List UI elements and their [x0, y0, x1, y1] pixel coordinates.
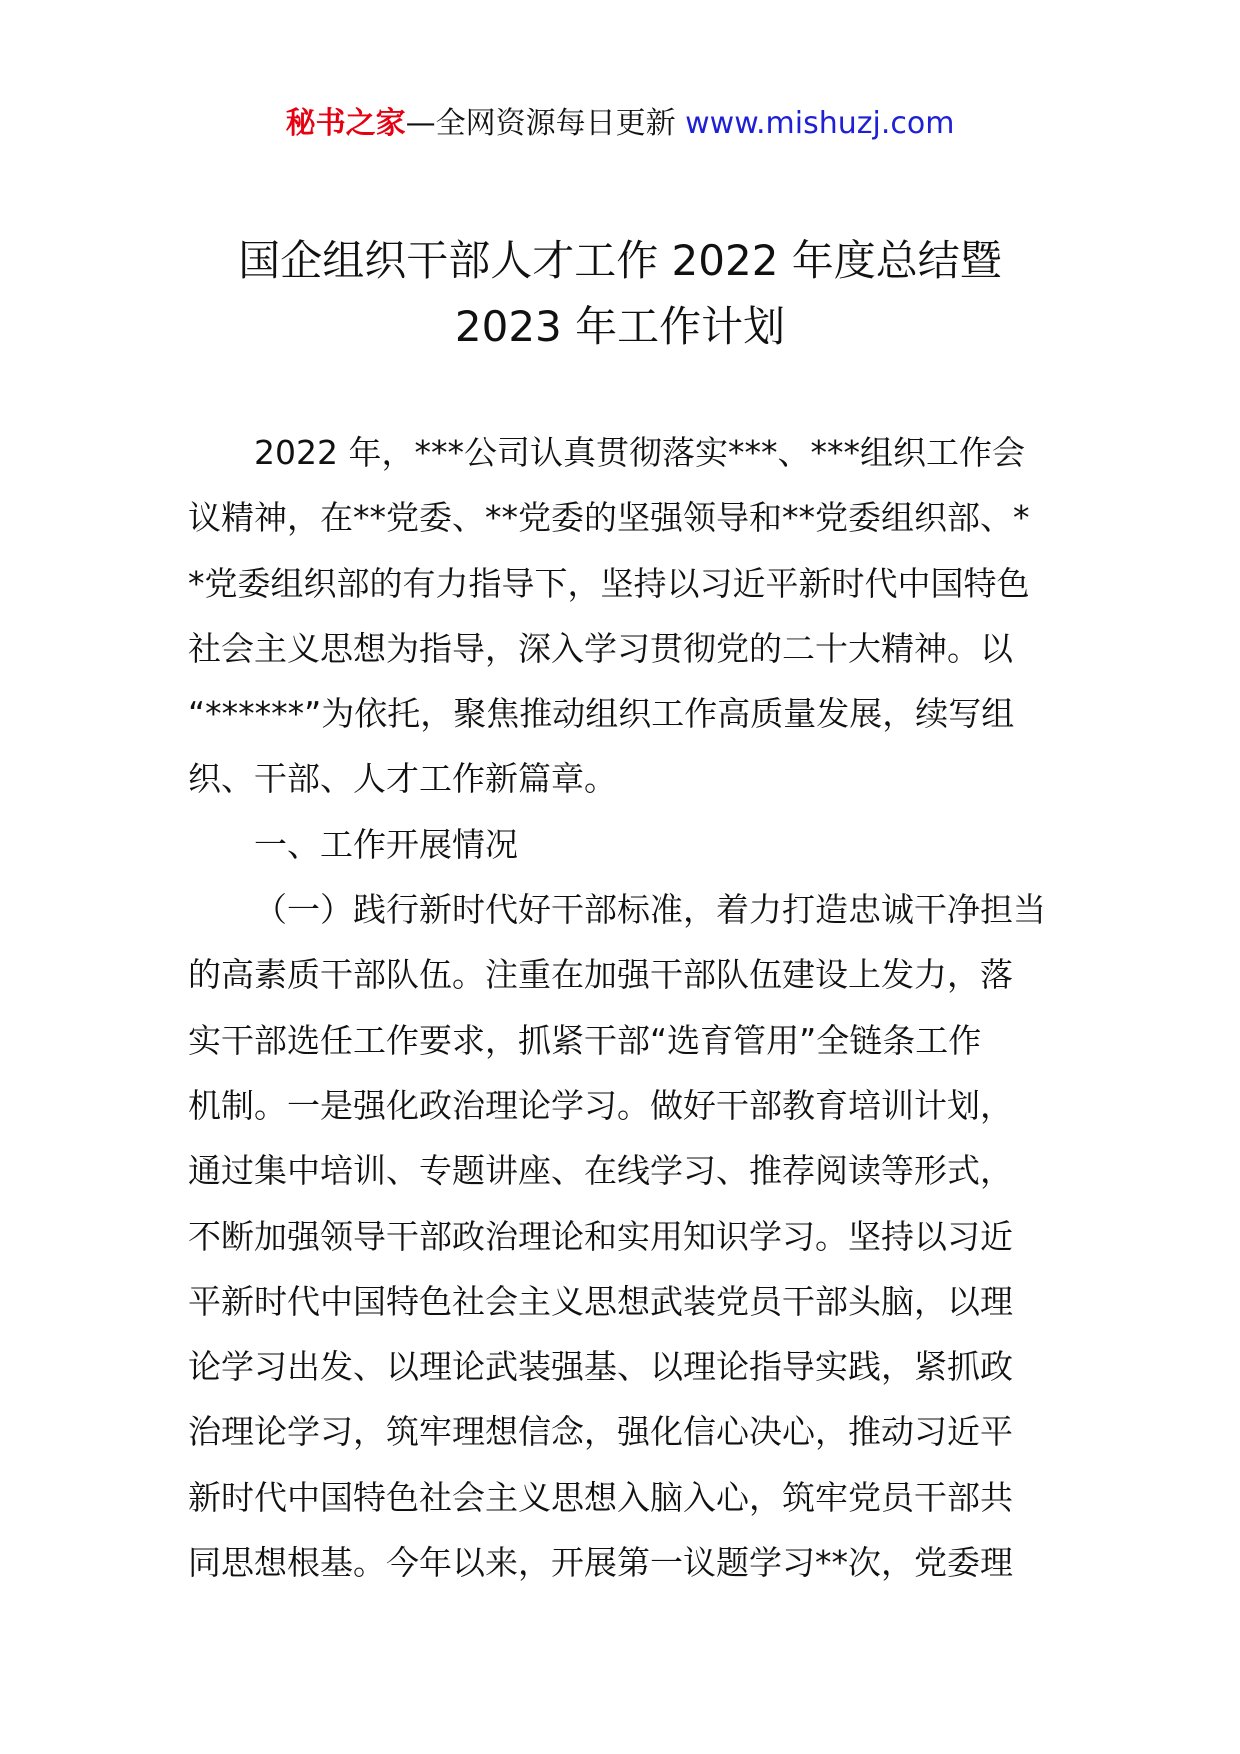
body-line: 社会主义思想为指导，深入学习贯彻党的二十大精神。以 — [188, 628, 1013, 668]
site-brand: 秘书之家 — [285, 106, 406, 141]
section-heading: 一、工作开展情况 — [254, 824, 518, 864]
site-url-link[interactable]: www.mishuzj.com — [685, 106, 955, 141]
body-line: 治理论学习，筑牢理想信念，强化信心决心，推动习近平 — [188, 1412, 1013, 1452]
body-line: 通过集中培训、专题讲座、在线学习、推荐阅读等形式， — [188, 1151, 1013, 1191]
body-line: 2022 年，***公司认真贯彻落实***、***组织工作会 — [254, 433, 1025, 472]
body-line: *党委组织部的有力指导下，坚持以习近平新时代中国特色 — [188, 563, 1030, 603]
document-title — [0, 228, 1240, 360]
body-line: “******”为依托，聚焦推动组织工作高质量发展，续写组 — [188, 694, 1015, 734]
body-line: 机制。一是强化政治理论学习。做好干部教育培训计划， — [188, 1085, 1013, 1125]
body-line: 同思想根基。今年以来，开展第一议题学习**次，党委理 — [188, 1543, 1013, 1583]
body-line: 议精神，在**党委、**党委的坚强领导和**党委组织部、* — [188, 498, 1030, 538]
body-line: 新时代中国特色社会主义思想入脑入心，筑牢党员干部共 — [188, 1477, 1013, 1517]
body-line: （一）践行新时代好干部标准，着力打造忠诚干净担当 — [254, 890, 1046, 930]
document-title-line-2: 2023 年工作计划 — [454, 302, 786, 351]
site-tagline: —全网资源每日更新 — [405, 106, 676, 141]
site-banner — [0, 100, 1240, 148]
body-line: 不断加强领导干部政治理论和实用知识学习。坚持以习近 — [188, 1216, 1013, 1256]
body-line: 织、干部、人才工作新篇章。 — [188, 759, 617, 799]
body-line: 论学习出发、以理论武装强基、以理论指导实践，紧抓政 — [188, 1347, 1013, 1387]
body-line: 的高素质干部队伍。注重在加强干部队伍建设上发力，落 — [188, 955, 1013, 995]
body-line: 平新时代中国特色社会主义思想武装党员干部头脑，以理 — [188, 1281, 1013, 1321]
document-body — [188, 420, 1060, 1595]
document-title-line-1: 国企组织干部人才工作 2022 年度总结暨 — [238, 236, 1002, 285]
body-line: 实干部选任工作要求，抓紧干部“选育管用”全链条工作 — [188, 1020, 982, 1060]
